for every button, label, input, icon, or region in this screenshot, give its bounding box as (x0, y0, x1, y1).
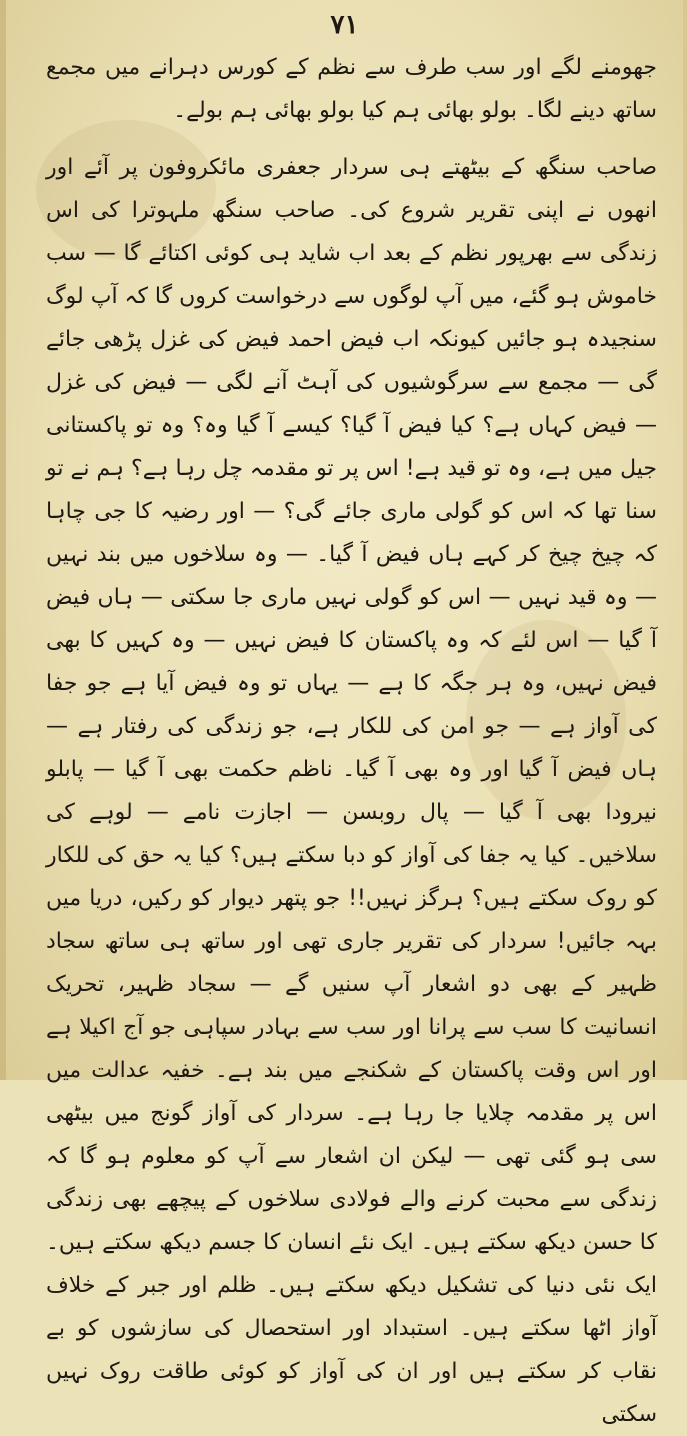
paragraph-gap (46, 132, 657, 146)
paragraph-1: جھومنے لگے اور سب طرف سے نظم کے کورس دہرانے میں مجمع ساتھ دینے لگا۔ بولو بھائی ہم کیا بولو بھائی ہم بولے۔ (46, 55, 657, 123)
urdu-text-body (46, 46, 657, 1436)
paragraph-2: صاحب سنگھ کے بیٹھتے ہی سردار جعفری مائکروفون پر آئے اور انھوں نے اپنی تقریر شروع کی۔ صاحب سنگھ ملہوترا کی اس زندگی سے بھرپور نظم کے بعد اب شاید ہی کوئی اکتائے گا — سب خاموش ہو گئے، میں آپ لوگوں سے درخواست کروں گا کہ آپ لوگ سنجیدہ ہو جائیں کیونکہ اب فیض احمد فیض کی غزل پڑھی جائے گی — مجمع سے سرگوشیوں کی آہٹ آنے لگی — فیض کی غزل — فیض کہاں ہے؟ کیا فیض آ گیا؟ کیسے آ گیا وہ؟ وہ تو پاکستانی جیل میں ہے، وہ تو قید ہے! اس پر تو مقدمہ چل رہا ہے؟ ہم نے تو سنا تھا کہ اس کو گولی ماری جائے گی؟ — اور رضیہ کا جی چاہا کہ چیخ چیخ کر کہے ہاں فیض آ گیا۔ — وہ سلاخوں میں بند نہیں — وہ قید نہیں — اس کو گولی نہیں ماری جا سکتی — ہاں فیض آ گیا — اس لئے کہ وہ پاکستان کا فیض نہیں — وہ کہیں کا بھی فیض نہیں، وہ ہر جگہ کا ہے — یہاں تو وہ فیض آیا ہے جو جفا کی آواز ہے — جو امن کی للکار ہے، جو زندگی کی رفتار ہے — ہاں فیض آ گیا اور وہ بھی آ گیا۔ ناظم حکمت بھی آ گیا — پابلو نیرودا بھی آ گیا — پال روبسن — اجازت نامے — لوہے کی سلاخیں۔ کیا یہ جفا کی آواز کو دبا سکتے ہیں؟ کیا یہ حق کی للکار کو روک سکتے ہیں؟ ہرگز نہیں!! جو پتھر دیوار کو رکیں، دریا میں بہہ جائیں! سردار کی تقریر جاری تھی اور ساتھ ہی ساتھ سجاد ظہیر کے بھی دو اشعار آپ سنیں گے — سجاد ظہیر، تحریک انسانیت کا سب سے پرانا اور سب سے بہادر سپاہی جو آج اکیلا ہے اور اس وقت پاکستان کے شکنجے میں بند ہے۔ خفیہ عدالت میں اس پر مقدمہ چلایا جا رہا ہے۔ سردار کی آواز گونج میں بیٹھی سی ہو گئی تھی — لیکن ان اشعار سے آپ کو معلوم ہو گا کہ زندگی سے محبت کرنے والے فولادی سلاخوں کے پیچھے بھی زندگی کا حسن دیکھ سکتے ہیں۔ ایک نئے انسان کا جسم دیکھ سکتے ہیں۔ ایک نئی دنیا کی تشکیل دیکھ سکتے ہیں۔ ظلم اور جبر کے خلاف آواز اٹھا سکتے ہیں۔ استبداد اور استحصال کی سازشوں کو بے نقاب کر سکتے ہیں اور ان کی آواز کو کوئی طاقت روک نہیں سکتی (45, 155, 657, 1427)
page-number: ۷۱ (330, 10, 359, 40)
